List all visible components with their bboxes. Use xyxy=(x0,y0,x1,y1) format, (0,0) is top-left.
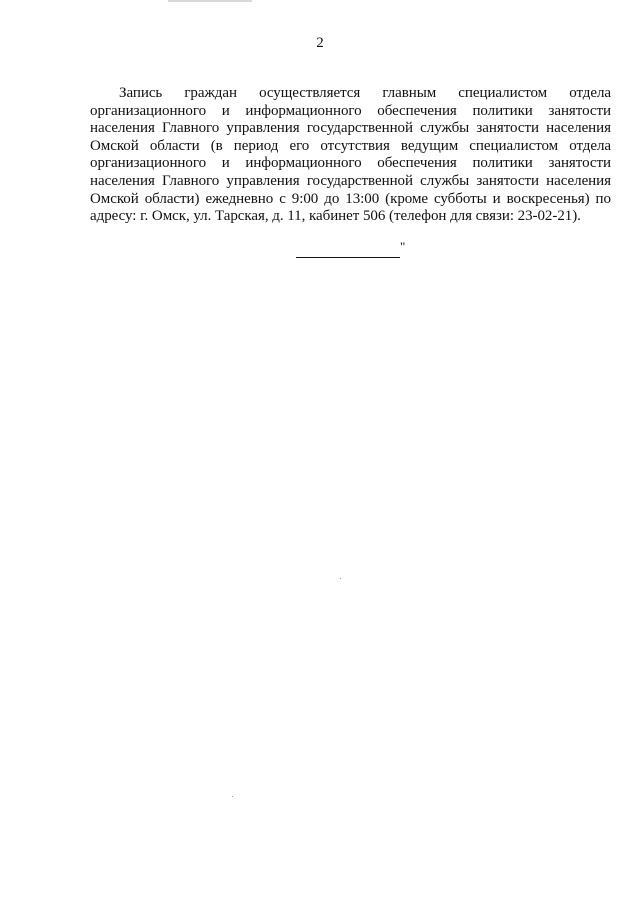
scan-speck xyxy=(340,578,341,579)
body-paragraph: Запись граждан осуществляется главным специалистом отдела организационного и информационного обеспечения политики занятости населения Главного управления государственной службы занятости населения Омской области (в период его отсутствия ведущим специалистом отдела организационного и информационного обеспечения политики занятости населения Главного управления государственной службы занятости населения Омской области) ежедневно с 9:00 до 13:00 (кроме субботы и воскресенья) по адресу: г. Омск, ул. Тарская, д. 11, кабинет 506 (телефон для связи: 23-02-21). xyxy=(90,85,611,225)
closing-rule xyxy=(296,257,400,258)
page-number: 2 xyxy=(316,35,324,51)
closing-line-mark xyxy=(296,240,416,260)
closing-quote: " xyxy=(400,239,406,254)
scan-edge-mark xyxy=(168,0,252,2)
scan-speck xyxy=(232,796,233,797)
